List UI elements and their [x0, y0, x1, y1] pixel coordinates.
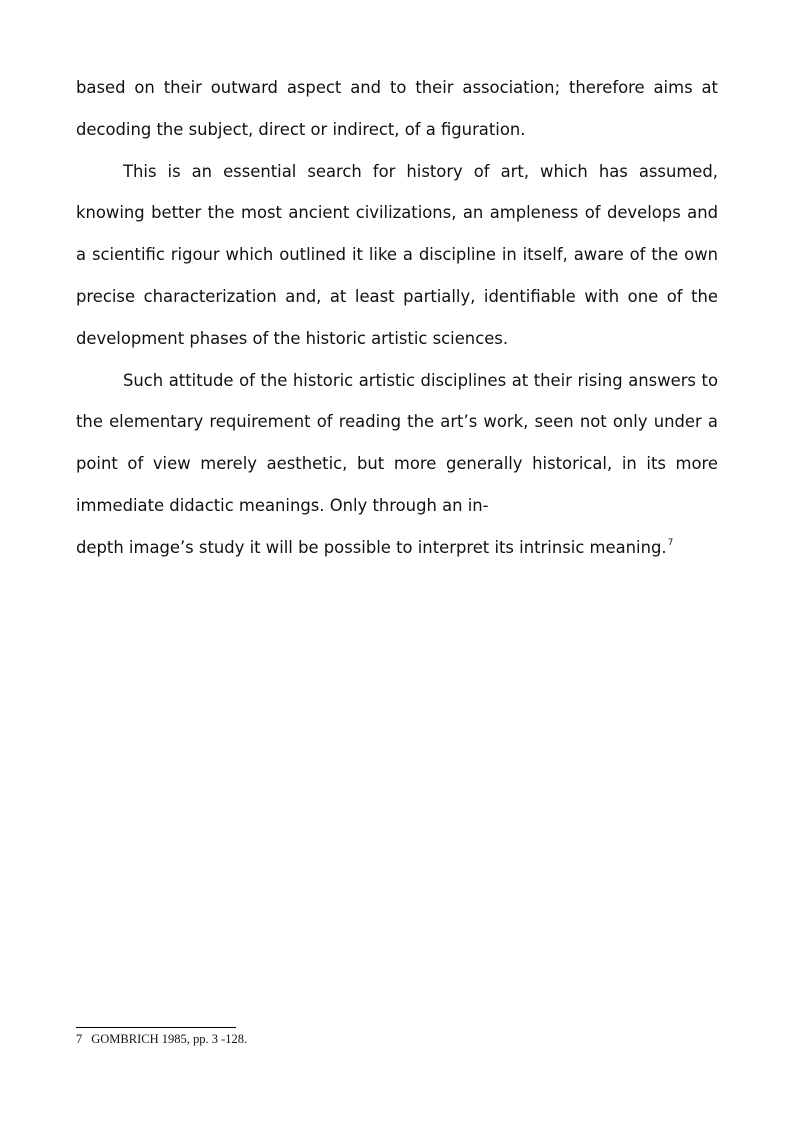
footnote-number: 7 — [76, 1032, 83, 1046]
footnote-separator — [76, 1027, 236, 1028]
footnote-text: GOMBRICH 1985, pp. 3 -128. — [91, 1032, 248, 1046]
paragraph-3-line-3: not only under a point of view merely aesthetic, but more generally — [76, 412, 718, 474]
body-text — [76, 67, 718, 569]
paragraph-3-line-4: historical, in its more immediate didactic meanings. Only through an in- — [76, 454, 718, 515]
paragraph-3-line-2: answers to the elementary requirement of reading the art’s work, seen — [76, 370, 718, 432]
paragraph-2: This is an essential search for history of art, which has assumed, knowing better the most ancient civilizations, an ampleness of develops and a scientific rigour which outlined it like a discipline in itself, aware of the own precise characterization and, at least partially, identifiable with one of the development phases of the historic artistic sciences. — [76, 161, 718, 348]
paragraph-1: based on their outward aspect and to their association; therefore aims at decoding the subject, direct or indirect, of a figuration. — [76, 78, 718, 139]
footnote — [76, 1031, 247, 1047]
footnote-reference: 7 — [667, 537, 674, 548]
paragraph-3-line-5: depth image’s study it will be possible to interpret its intrinsic meaning. — [76, 537, 667, 557]
paragraph-3 — [76, 360, 718, 569]
paragraph-3-line-1: Such attitude of the historic artistic disciplines at their rising — [123, 370, 623, 390]
